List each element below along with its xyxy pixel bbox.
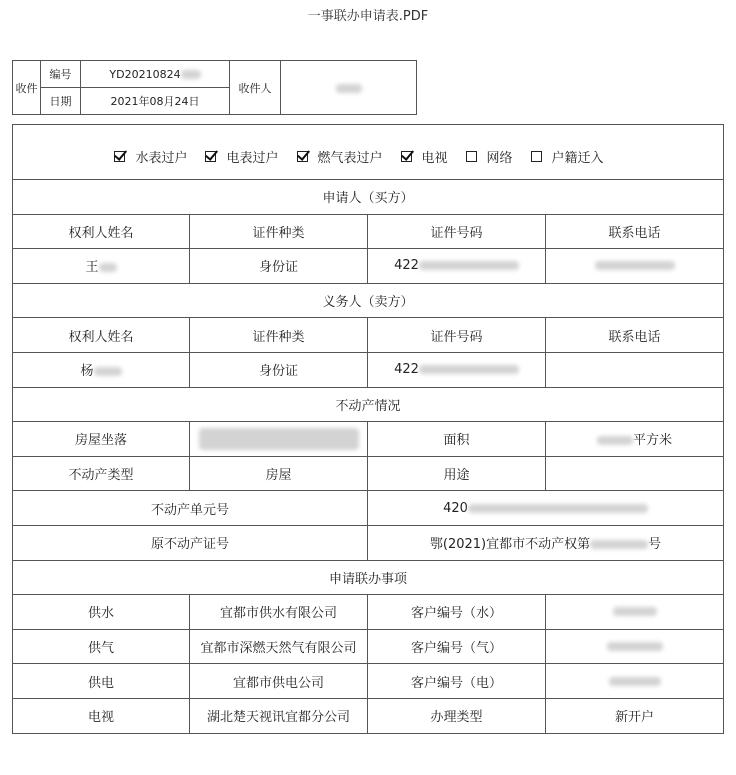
number-value: YD20210824 [81,61,230,88]
receipt-group-label: 收件 [13,61,41,115]
property-type-label: 不动产类型 [13,456,190,491]
receiver-value [281,61,417,115]
applicant-header-id-number: 证件号码 [368,214,546,249]
unit-number-label: 不动产单元号 [13,491,368,526]
applicant-id-number: 422 [368,249,546,284]
service-checklist [13,125,724,180]
joint-field: 办理类型 [368,698,546,733]
receiver-label: 收件人 [230,61,281,115]
joint-item: 供电 [13,664,190,699]
document-title: 一事联办申请表.PDF [307,9,429,24]
service-option-label: 网络 [486,150,513,166]
service-option-label: 燃气表过户 [317,150,383,166]
applicant-header-name: 权利人姓名 [13,214,190,249]
use-value [546,456,724,491]
unchecked-box-icon[interactable] [531,151,542,162]
applicant-phone [546,249,724,284]
old-cert-value: 鄂(2021)宜都市不动产权第 号 [368,525,724,560]
checked-box-icon[interactable] [401,151,412,162]
location-value [190,422,368,457]
application-form-table [12,124,724,734]
checked-box-icon[interactable] [297,151,308,162]
joint-value [546,664,724,699]
service-option[interactable] [297,147,383,166]
service-option[interactable] [114,147,187,166]
joint-company: 湖北楚天视讯宜都分公司 [190,698,368,733]
applicant-name: 王 [13,249,190,284]
obligor-section-title: 义务人（卖方） [13,283,724,318]
unchecked-box-icon[interactable] [466,151,477,162]
joint-section-title: 申请联办事项 [13,560,724,595]
applicant-header-phone: 联系电话 [546,214,724,249]
area-value: 平方米 [546,422,724,457]
joint-item: 供水 [13,595,190,630]
obligor-id-number: 422 [368,352,546,387]
service-option[interactable] [401,147,448,166]
obligor-header-id-number: 证件号码 [368,318,546,353]
obligor-header-name: 权利人姓名 [13,318,190,353]
service-option-label: 电视 [421,150,448,166]
joint-company: 宜都市供电公司 [190,664,368,699]
joint-company: 宜都市深燃天然气有限公司 [190,629,368,664]
joint-field: 客户编号（水） [368,595,546,630]
obligor-header-phone: 联系电话 [546,318,724,353]
joint-item: 电视 [13,698,190,733]
joint-value [546,595,724,630]
old-cert-label: 原不动产证号 [13,525,368,560]
obligor-name: 杨 [13,352,190,387]
checked-box-icon[interactable] [205,151,216,162]
location-label: 房屋坐落 [13,422,190,457]
obligor-header-id-type: 证件种类 [190,318,368,353]
date-label: 日期 [41,88,81,115]
property-type-value: 房屋 [190,456,368,491]
receipt-info-table [12,60,417,115]
service-option[interactable] [531,147,604,166]
applicant-section-title: 申请人（买方） [13,180,724,215]
service-option-label: 户籍迁入 [551,150,604,166]
applicant-header-id-type: 证件种类 [190,214,368,249]
area-label: 面积 [368,422,546,457]
date-value: 2021年08月24日 [81,88,230,115]
service-option-label: 电表过户 [226,150,279,166]
property-section-title: 不动产情况 [13,387,724,422]
joint-company: 宜都市供水有限公司 [190,595,368,630]
checked-box-icon[interactable] [114,151,125,162]
obligor-phone [546,352,724,387]
unit-number-value: 420 [368,491,724,526]
joint-item: 供气 [13,629,190,664]
service-option-label: 水表过户 [135,150,188,166]
joint-field: 客户编号（气） [368,629,546,664]
service-option[interactable] [205,147,278,166]
joint-value [546,629,724,664]
joint-field: 客户编号（电） [368,664,546,699]
number-label: 编号 [41,61,81,88]
service-option[interactable] [466,147,513,166]
obligor-id-type: 身份证 [190,352,368,387]
use-label: 用途 [368,456,546,491]
applicant-id-type: 身份证 [190,249,368,284]
joint-value: 新开户 [546,698,724,733]
